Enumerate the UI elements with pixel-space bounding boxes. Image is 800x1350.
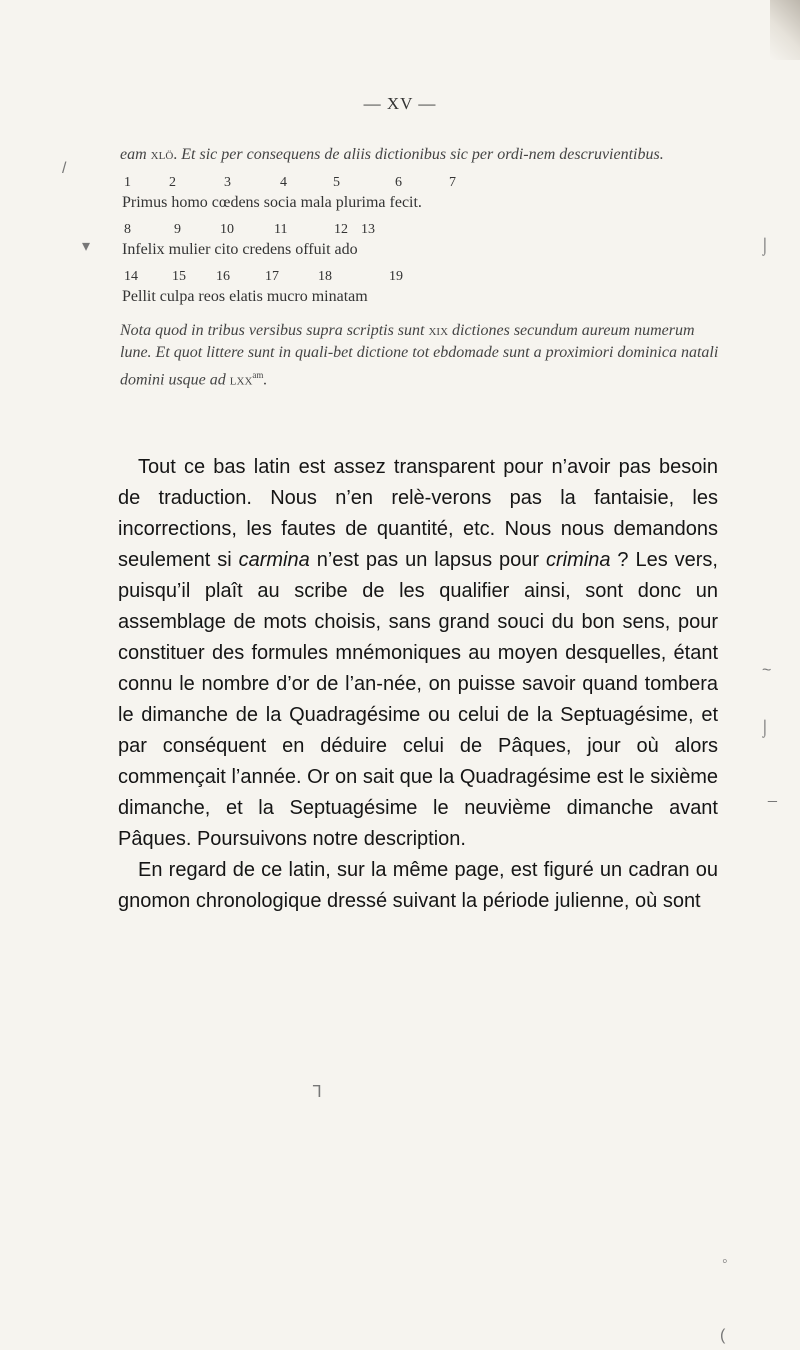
note-smallcaps: xix — [424, 322, 453, 339]
verse-number: 9 — [174, 222, 181, 237]
note-smallcaps-2: lxx — [225, 371, 253, 389]
latin-intro-smallcaps: xlö. — [150, 146, 178, 163]
verse-number: 13 — [361, 222, 375, 237]
verse-number: 14 — [124, 269, 138, 284]
verse-numbers-1 — [120, 175, 720, 194]
verse-number: 6 — [395, 175, 402, 190]
margin-mark: ◦ — [722, 1253, 728, 1270]
verse-number: 3 — [224, 175, 231, 190]
margin-mark: ( — [720, 1327, 726, 1344]
verse-number: 8 — [124, 222, 131, 237]
page-crease — [770, 0, 800, 60]
verse-number: 15 — [172, 269, 186, 284]
note-text-a: Nota quod in tribus versibus supra scriptis sunt — [120, 322, 425, 339]
verse-number: 1 — [124, 175, 131, 190]
main-text — [118, 452, 718, 917]
note-superscript: am — [252, 370, 264, 380]
verse-number: 7 — [449, 175, 456, 190]
paragraph-1 — [118, 452, 718, 855]
verse-number: 10 — [220, 222, 234, 237]
verse-line-3: Pellit culpa reos elatis mucro minatam — [122, 288, 368, 305]
paragraph-2: En regard de ce latin, sur la même page, est figuré un cadran ou gnomon chronologique dressé suivant la période julienne, où sont — [118, 859, 718, 912]
margin-mark: / — [62, 160, 67, 177]
verse-number: 12 — [334, 222, 348, 237]
latin-block — [120, 145, 720, 391]
verse-numbers-3 — [120, 269, 720, 288]
verse-number: 16 — [216, 269, 230, 284]
paragraph-1-a: Tout ce bas latin est assez transparent pour n’avoir pas besoin de traduction. Nous n’en relè-verons pas la fantaisie, les incorrections, les fautes de quantité, etc. Nous nous demandons seulement si — [118, 456, 718, 571]
verse-line-1: Primus homo cœdens socia mala plurima fecit. — [122, 194, 422, 211]
margin-mark: ᒣ — [312, 1084, 322, 1101]
margin-mark: _ — [768, 786, 777, 803]
verse-number: 19 — [389, 269, 403, 284]
page-header: — XV — — [363, 94, 437, 113]
margin-mark: ⌡ — [760, 720, 770, 737]
paragraph-1-b: n’est pas un lapsus pour — [309, 549, 546, 571]
italic-term-crimina: crimina — [546, 549, 611, 571]
verse-line-2: Infelix mulier cito credens offuit ado — [122, 241, 358, 258]
margin-mark: ⌡ — [760, 238, 770, 255]
verse-number: 11 — [274, 222, 288, 237]
verse-number: 5 — [333, 175, 340, 190]
note-end: . — [263, 371, 268, 389]
verse-numbers-2 — [120, 222, 720, 241]
verse-number: 2 — [169, 175, 176, 190]
verse-number: 4 — [280, 175, 287, 190]
note-text-b: dictiones secundum aureum numerum lune. Et quot littere sunt in quali-bet dictione tot ebdomade sunt a proximiori dominica natali domini usque ad — [120, 322, 719, 389]
latin-note — [120, 320, 720, 391]
verse-number: 18 — [318, 269, 332, 284]
latin-intro — [120, 145, 720, 165]
paragraph-1-c: ? Les vers, puisqu’il plaît au scribe de les qualifier ainsi, sont donc un assemblage de mots choisis, sans grand souci du bon sens, pour constituer des formules mnémoniques au moyen desquelles, étant connu le nombre d’or de l’an-née, on puisse savoir quand tombera le dimanche de la Quadragésime ou celui de la Septuagésime, et par conséquent en déduire celui de Pâques, jour où alors commençait l’année. Or on sait que la Quadragésime est le sixième dimanche, et la Septuagésime le neuvième dimanche avant Pâques. Poursuivons notre description. — [118, 549, 718, 850]
latin-intro-a: eam — [120, 146, 147, 163]
margin-mark: ▾ — [82, 238, 91, 255]
italic-term-carmina: carmina — [238, 549, 310, 571]
verse-number: 17 — [265, 269, 279, 284]
latin-intro-b: Et sic per consequens de aliis dictionibus sic per ordi-nem descruvientibus. — [177, 146, 664, 163]
margin-mark: ~ — [762, 662, 772, 679]
